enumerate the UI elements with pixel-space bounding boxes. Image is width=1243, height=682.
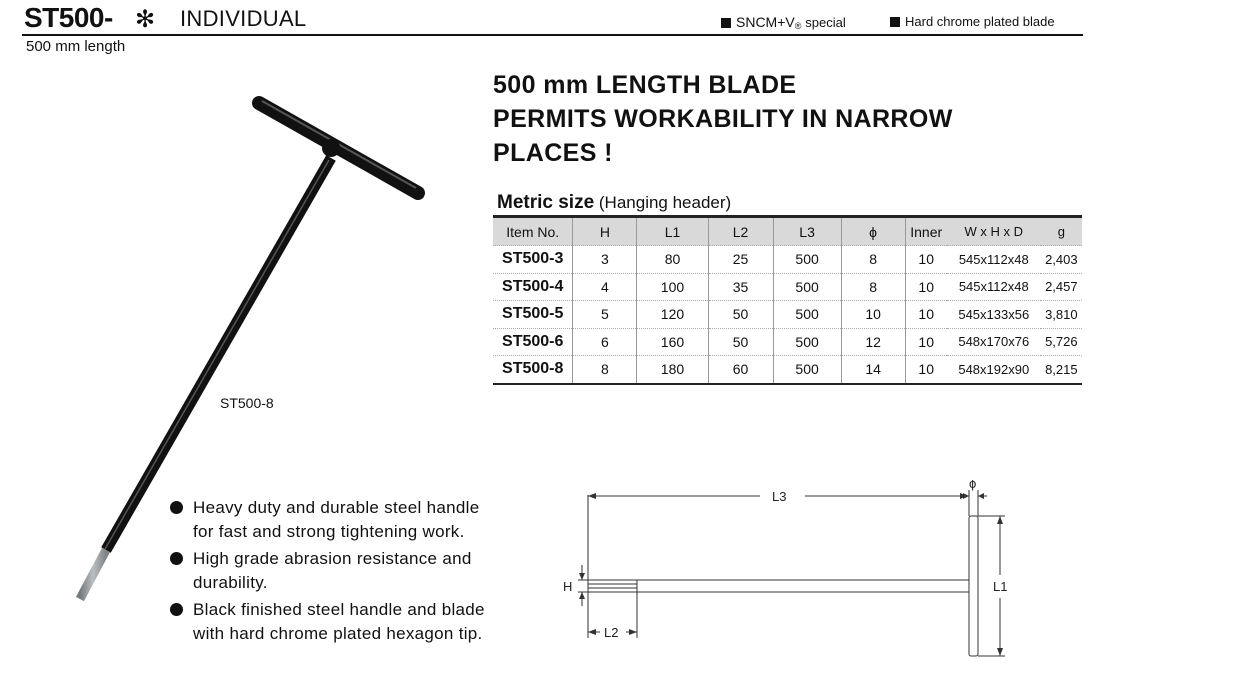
- tool-model-label: ST500-8: [220, 395, 274, 411]
- cell-g: 2,457: [1041, 273, 1082, 301]
- col-wxhxd: W x H x D: [947, 217, 1041, 246]
- feature-text: Black finished steel handle and blade: [193, 600, 485, 619]
- cell-h: 6: [573, 328, 637, 356]
- cell-l1: 180: [637, 356, 708, 384]
- cell-h: 3: [573, 246, 637, 274]
- col-l3: L3: [773, 217, 841, 246]
- handle-joint: [322, 139, 340, 157]
- table-header-row: [493, 217, 1082, 246]
- cell-l2: 60: [708, 356, 773, 384]
- feature-text: with hard chrome plated hexagon tip.: [193, 624, 483, 643]
- material-label: SNCM+V: [736, 14, 795, 30]
- dimension-diagram: [550, 480, 1030, 670]
- shaft-body: [106, 158, 331, 550]
- cell-l1: 80: [637, 246, 708, 274]
- diagram-shaft: [588, 580, 970, 592]
- feature-text: durability.: [193, 573, 268, 592]
- arrow-head: [579, 573, 585, 580]
- l1-label: L1: [993, 579, 1008, 594]
- bullet-dot-icon: [170, 552, 183, 565]
- col-h: H: [573, 217, 637, 246]
- cell-inner: 10: [905, 356, 947, 384]
- cell-g: 8,215: [1041, 356, 1082, 384]
- cell-l3: 500: [773, 273, 841, 301]
- cell-g: 5,726: [1041, 328, 1082, 356]
- cell-l1: 160: [637, 328, 708, 356]
- col-inner: Inner: [905, 217, 947, 246]
- cell-h: 5: [573, 301, 637, 329]
- cell-g: 2,403: [1041, 246, 1082, 274]
- registered-mark: ®: [794, 21, 802, 31]
- arrow-head: [588, 493, 596, 499]
- cell-phi: 14: [841, 356, 905, 384]
- table-caption: [497, 192, 731, 214]
- cell-inner: 10: [905, 301, 947, 329]
- cell-item: ST500-4: [493, 273, 573, 301]
- l2-label: L2: [604, 625, 619, 640]
- feature-item: [170, 496, 550, 544]
- cell-l3: 500: [773, 356, 841, 384]
- cell-h: 4: [573, 273, 637, 301]
- cell-phi: 8: [841, 246, 905, 274]
- arrow-head: [997, 648, 1003, 656]
- cell-wxhxd: 545x133x56: [947, 301, 1041, 329]
- cell-wxhxd: 548x170x76: [947, 328, 1041, 356]
- table-row: [493, 328, 1082, 356]
- arrow-head: [629, 629, 637, 635]
- product-type: INDIVIDUAL: [180, 6, 307, 31]
- headline: [493, 68, 953, 170]
- feature-text: High grade abrasion resistance and: [193, 549, 472, 568]
- l3-label: L3: [772, 489, 787, 504]
- phi-label: ϕ: [969, 480, 977, 491]
- cell-item: ST500-5: [493, 301, 573, 329]
- hex-tip-shade: [80, 550, 106, 599]
- variant-star: ✻: [135, 6, 156, 33]
- diagram-handle: [969, 516, 978, 656]
- cell-l2: 50: [708, 301, 773, 329]
- cell-inner: 10: [905, 246, 947, 274]
- feature-list: [170, 496, 550, 649]
- cell-item: ST500-6: [493, 328, 573, 356]
- shaft-highlight: [105, 160, 329, 549]
- h-label: H: [563, 579, 573, 594]
- cell-l3: 500: [773, 246, 841, 274]
- arrow-head: [978, 493, 984, 499]
- cell-item: ST500-3: [493, 246, 573, 274]
- table-row: [493, 273, 1082, 301]
- cell-l1: 120: [637, 301, 708, 329]
- table-caption-bold: Metric size: [497, 192, 595, 213]
- feature-item: [170, 547, 550, 595]
- plating-spec: [890, 14, 1055, 29]
- cell-l3: 500: [773, 301, 841, 329]
- headline-line: 500 mm LENGTH BLADE: [493, 71, 797, 99]
- cell-wxhxd: 548x192x90: [947, 356, 1041, 384]
- col-l2: L2: [708, 217, 773, 246]
- cell-l2: 35: [708, 273, 773, 301]
- feature-text: for fast and strong tightening work.: [193, 522, 465, 541]
- cell-l2: 25: [708, 246, 773, 274]
- arrow-head: [997, 516, 1003, 524]
- headline-line: PERMITS WORKABILITY IN NARROW: [493, 105, 953, 133]
- cell-g: 3,810: [1041, 301, 1082, 329]
- cell-l2: 50: [708, 328, 773, 356]
- cell-h: 8: [573, 356, 637, 384]
- arrow-head: [579, 592, 585, 599]
- bullet-dot-icon: [170, 501, 183, 514]
- col-l1: L1: [637, 217, 708, 246]
- cell-wxhxd: 545x112x48: [947, 273, 1041, 301]
- material-suffix: special: [805, 15, 846, 30]
- product-code: ST500-: [24, 2, 113, 33]
- table-row: [493, 246, 1082, 274]
- cell-l3: 500: [773, 328, 841, 356]
- headline-line: PLACES !: [493, 139, 613, 167]
- arrow-head: [963, 493, 969, 499]
- cell-l1: 100: [637, 273, 708, 301]
- length-subtitle: 500 mm length: [26, 38, 126, 55]
- arrow-head: [588, 629, 596, 635]
- cell-phi: 10: [841, 301, 905, 329]
- plating-label: Hard chrome plated blade: [905, 14, 1055, 29]
- cell-phi: 8: [841, 273, 905, 301]
- table-caption-note: (Hanging header): [598, 193, 732, 212]
- material-spec: [721, 14, 846, 31]
- col-phi: ϕ: [841, 217, 905, 246]
- feature-text: Heavy duty and durable steel handle: [193, 498, 480, 517]
- bullet-dot-icon: [170, 603, 183, 616]
- cell-inner: 10: [905, 328, 947, 356]
- col-g: g: [1041, 217, 1082, 246]
- feature-item: [170, 598, 550, 646]
- cell-inner: 10: [905, 273, 947, 301]
- cell-wxhxd: 545x112x48: [947, 246, 1041, 274]
- cell-item: ST500-8: [493, 356, 573, 384]
- col-item: Item No.: [493, 217, 573, 246]
- cell-phi: 12: [841, 328, 905, 356]
- table-row: [493, 356, 1082, 384]
- square-bullet-icon: [721, 18, 731, 28]
- table-row: [493, 301, 1082, 329]
- square-bullet-icon: [890, 17, 900, 27]
- diagram-tip: [588, 580, 637, 592]
- spec-table: [493, 215, 1082, 385]
